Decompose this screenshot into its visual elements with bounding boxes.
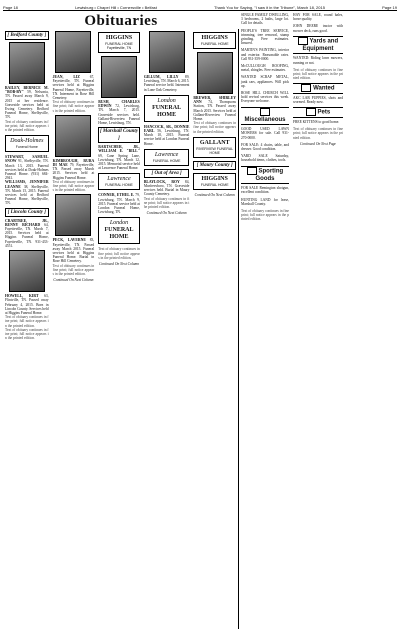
obit-name: HANCOCK, SR., DONNIE EARL <box>143 124 190 134</box>
classified-ad: ROSE HILL CHURCH WILL hold revival services this week. Everyone welcome. <box>241 91 289 104</box>
lawrence-funeral-home-logo: Lawrence FUNERAL HOME <box>98 173 140 190</box>
obit-photo <box>197 52 233 94</box>
obit-text: Text of obituary continues in fine print; full notice appears in the printed edition. <box>52 100 95 113</box>
higgins-funeral-home-logo: HIGGINS FUNERAL HOME <box>193 32 236 49</box>
continued-note: Continued On Next Column <box>53 278 94 283</box>
obituaries-title: Obituaries <box>84 13 158 29</box>
category-wanted: Wanted <box>293 83 343 94</box>
classified-ad: HAY FOR SALE, round bales, horse quality. <box>293 13 343 22</box>
obit-name: CONNER, ETHEL E. <box>98 193 135 198</box>
obit-text: 38, Shelbyville, TN. March 15, 2015. Funeral services held at Bedford Funeral Home, Shelbyville, TN. <box>5 184 49 206</box>
obit-text: Text of obituary continues in fine print; full notice appears in the printed edition. <box>193 121 236 134</box>
rifle-icon <box>247 167 257 175</box>
tractor-icon <box>298 37 308 45</box>
obit-text: 89, Lewisburg, TN. March 6, 2015. Funeral service held. Interment in Lone Oak Cemetery. <box>143 75 190 92</box>
classified-ad: HUNTING LAND for lease, Marshall County. <box>241 197 289 206</box>
classifieds-column-2 <box>291 13 345 613</box>
category-miscellaneous: Miscellaneous <box>241 107 289 126</box>
obit-text: 91, Shelbyville, TN. March 13, 2015. Funeral services held at Doak-Holmes Funeral Home. (931) 684-2941. <box>5 159 49 181</box>
obit-photo <box>101 56 137 98</box>
doak-holmes-logo: Doak-Holmes Funeral Home <box>5 135 49 152</box>
section-out-of-area: [ Out of Area ] <box>144 169 190 178</box>
obit-column-1 <box>3 29 51 629</box>
obit-text: Text of obituary continues in fine print; full notice appears in the printed edition. <box>143 196 190 210</box>
classified-ad: McCULLOUGH ROOFING, metal, shingles. Free estimates. <box>241 64 289 73</box>
obit-column-5 <box>191 29 239 629</box>
obit-column-4 <box>142 29 192 629</box>
obit-name: BLAYLOCK, ROY <box>143 179 180 184</box>
obit-column-3 <box>96 29 142 629</box>
obit-text: Text of obituary continues in fine print; full notice appears in the printed edition. <box>98 247 140 260</box>
ad-text: Text of obituary continues in fine print; full notice appears in the printed edition. <box>293 67 343 81</box>
obit-name: KIMBROUGH, RUBA DI MAE <box>52 158 95 168</box>
obit-photo <box>55 31 91 73</box>
obit-text: Text of obituary continues in fine print; full notice appears in the printed edition. <box>52 179 95 193</box>
obit-name: WILLIAMS, JENNIFER LEANNE <box>5 180 49 189</box>
obit-name: JEAN, LIZ <box>52 75 80 79</box>
classified-ad: YARD SALE Saturday, household items, clothes, tools. <box>241 154 289 163</box>
london-funeral-home-logo: London FUNERAL HOME <box>98 217 140 244</box>
category-yards-and-equipment: Yards and Equipment <box>293 36 343 55</box>
classified-ad: PEOPLE'S TREE SERVICE, trimming, tree removal, stump grinding. Free estimates. Insured. <box>241 28 289 46</box>
obit-name: BUSH, CHARLES EDWIN <box>98 100 140 109</box>
continued-note: Continued On Next Page <box>299 141 337 146</box>
obit-text: 56, Lewisburg, TN. March 10, 2015. Funeral service held at London Funeral Home. <box>143 129 190 146</box>
classified-ad: SINGLE FAMILY DWELLING, 3 bedrooms, 2 baths, large lot. Call for details. <box>241 13 289 26</box>
obit-text: Text of obituary continues in fine print; full notice appears in the printed edition. <box>52 263 95 277</box>
obit-text: 74, Thompsons Station, TN. Passed away March 2015. Services held at Gallant-Riverview Funeral Home. <box>193 100 236 122</box>
obit-text: 63, Flintville, TN. Passed away February 4, 2015. Born in Lincoln County. Services held at Higgins Funeral Home. <box>5 294 49 315</box>
classified-ad: FREE KITTENS to good home. <box>293 119 340 124</box>
obit-column-2 <box>51 29 97 629</box>
obit-name: GILLUM, LILLY <box>143 75 179 79</box>
category-sporting-goods: Sporting Goods <box>241 166 289 185</box>
obit-text: 83, Fayetteville, TN. Passed away March 2015. Funeral services held at Higgins Funeral Home. Burial in Rose Hill Cemetery. <box>52 238 95 264</box>
obit-name: BAILEY, BERNICE M. "BOB-BY" <box>5 86 49 95</box>
obit-text: 84, Murfreesboro, TN. Graveside services held. Burial in Maury County Cemetery. <box>143 179 190 197</box>
obit-name: BARTSCHER, JR., WILLIAM E. "BILL" <box>98 145 140 154</box>
section-marshall: [ Marshall County ] <box>99 129 139 142</box>
obit-text: 69, Cane Spring Lane, Lewisburg, TN. March 12, 2015. Memorial service held at Lawrence Funeral Home. <box>98 153 140 171</box>
classified-ad: AKC LAB PUPPIES, shots and wormed. Ready now. <box>293 95 343 105</box>
obit-photo <box>149 31 185 73</box>
classified-ad: FOR SALE: 4 chairs, table, and dresser. Good condition. <box>241 142 289 152</box>
lawrence-funeral-home-logo: Lawrence FUNERAL HOME <box>144 149 190 166</box>
obit-name: CRABTREE, JR., BENNY RICHARD <box>5 218 49 227</box>
obit-text: 59, Nelsonia, TN. Passed away March 9, 2015 at her residence. Graveside services held at Ewing Cemetery. Bedford Funeral Home, Shelbyville, TN. <box>5 90 49 120</box>
higgins-funeral-home-logo: HIGGINS FUNERAL HOME Fayetteville, TN <box>98 32 140 53</box>
obit-name: PECK, LAVERNE <box>52 238 86 243</box>
obit-photo <box>55 194 91 236</box>
obit-text: 79, Fayetteville, TN. Passed away March 2015. Services held at Higgins Funeral Home. <box>52 163 95 180</box>
classified-ad: WANTED: Riding lawn mowers, running or not. <box>293 56 343 65</box>
obit-text: 72, Lewisburg, TN. March 7, 2015. Graveside services held. Gallant-Riverview Funeral Home, Lewisburg, TN. <box>98 104 140 126</box>
classified-ad: FOR SALE Remington shotgun, excellent condition. <box>241 186 289 195</box>
continued-note: Continued On Next Column <box>146 211 187 216</box>
obit-photo <box>9 250 45 292</box>
obit-text: 67, Fayetteville, TN. Funeral services held at Higgins Funeral Home, Fayetteville, TN. Interment in Rose Hill Cemetery. <box>52 75 95 101</box>
higgins-funeral-home-logo: HIGGINS FUNERAL HOME <box>193 173 236 190</box>
classifieds-column-1 <box>239 13 291 613</box>
obit-name: STEWART, SAMUEL SNOW <box>5 155 49 164</box>
paw-icon <box>306 108 316 116</box>
gallant-riverview-logo: GALLANT RIVERVIEW FUNERAL HOME <box>193 137 236 158</box>
obit-text: Text of obituary continues in fine print; full notice appears in the printed edition. <box>5 315 49 328</box>
obit-text: 79, Lewisburg, TN. March 9, 2015. Funeral service held at London Funeral Home, Lewisburg, TN. <box>98 193 140 215</box>
classified-ad: JOHN DEERE tractor with mower deck, runs good. <box>293 24 343 33</box>
obit-name: HOWELL, KIRT <box>5 294 39 299</box>
obituaries-section <box>3 13 239 613</box>
page-number-left: Page 18 <box>3 5 18 10</box>
obit-photo <box>55 115 91 157</box>
header-date: Thank You for Saying, "I saw it in the Tribune", March 18, 2015 <box>214 5 325 10</box>
classified-ad: GOOD USED LAWN MOWERS for sale. Call 931-270-0000. <box>241 127 289 140</box>
obit-photo <box>9 42 45 84</box>
section-bedford: [ Bedford County ] <box>5 31 49 40</box>
classified-ad: WANTED SCRAP METAL, junk cars, appliances. Will pick up. <box>241 75 289 88</box>
classified-ad: MARTIN'S PAINTING, interior and exterior. Reasonable rates. Call 931-359-0000. <box>241 48 289 61</box>
obit-name: BREWER, SHIRLEY ANN <box>193 96 236 105</box>
obit-text: Text of obituary continues in fine print; full notice appears in the printed edition. <box>5 119 49 133</box>
category-pets: Pets <box>293 107 343 118</box>
paper-towns: Lewisburg • Chapel Hill • Cornersville • Belfast <box>75 5 157 10</box>
ad-text: Text of obituary continues in fine print; full notice appears in the printed edition. <box>241 209 289 222</box>
tag-icon <box>260 108 270 116</box>
london-funeral-home-logo: London FUNERAL HOME <box>144 95 190 122</box>
page-header <box>3 2 397 11</box>
section-lincoln: [ Lincoln County ] <box>5 208 49 217</box>
obit-text: 64, Fayetteville, TN. March 7, 2015. Services held at Higgins Funeral Home, Fayetteville, TN. 931-433-4551. <box>5 222 49 248</box>
ad-text: Text of obituary continues in fine print; full notice appears in the printed edition. <box>293 127 343 140</box>
wanted-icon <box>301 84 311 92</box>
obit-text: Text of obituary continues in fine print; full notice appears in the printed edition. <box>5 327 49 341</box>
section-maury: [ Maury County ] <box>193 161 236 170</box>
continued-note: Continued On Next Column <box>194 192 235 197</box>
page-number-right: Page 19 <box>382 5 397 10</box>
continued-note: Continued On Next Column <box>98 262 140 267</box>
